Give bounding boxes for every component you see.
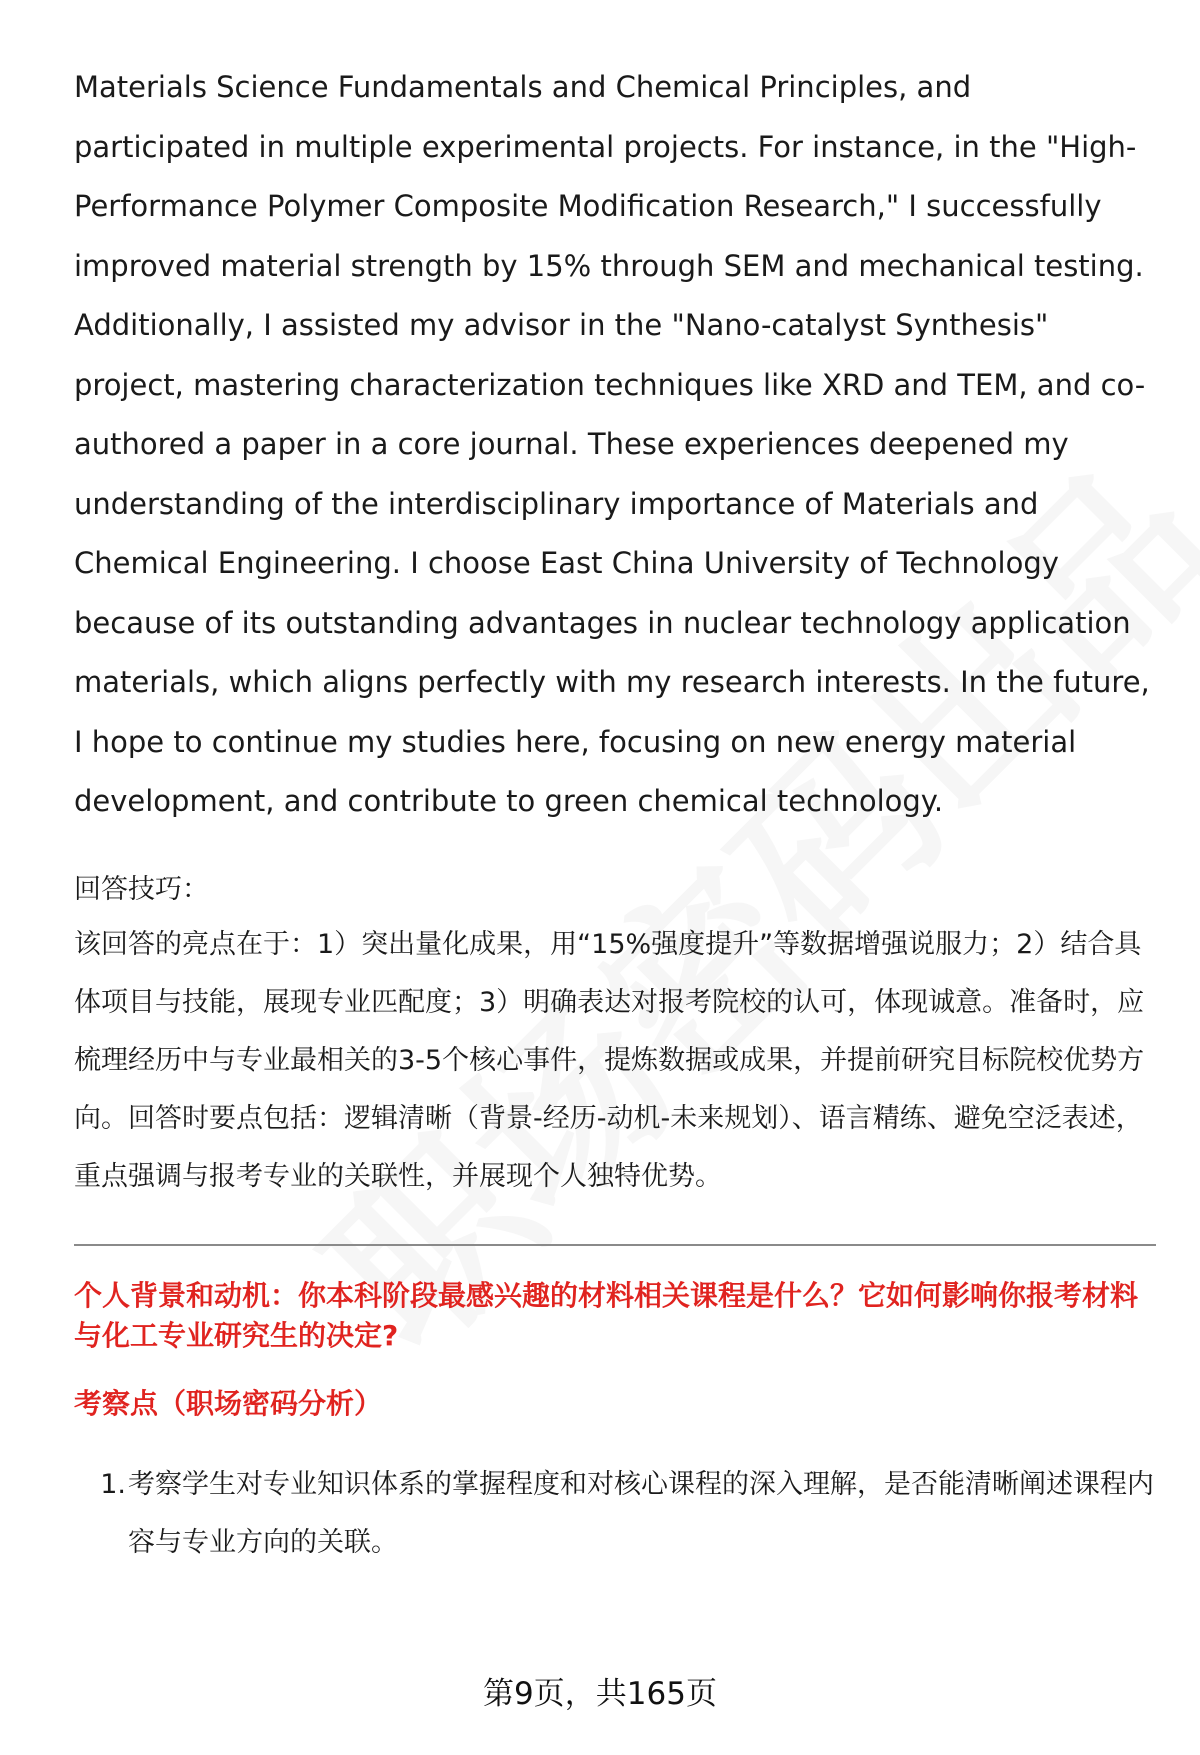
tips-title: 回答技巧：	[74, 873, 209, 905]
page-footer: 第9页，共165页	[483, 1676, 717, 1712]
question-heading: 个人背景和动机：你本科阶段最感兴趣的材料相关课程是什么？它如何影响你报考材料与化工专业研究生的决定?	[74, 1278, 1139, 1352]
document-page	[74, 58, 1154, 1572]
analysis-heading: 考察点（职场密码分析）	[74, 1386, 383, 1420]
list-item-number: 1.	[100, 1468, 126, 1500]
points-list	[74, 1456, 1154, 1572]
list-item	[74, 1456, 1154, 1572]
list-item-text: 考察学生对专业知识体系的掌握程度和对核心课程的深入理解，是否能清晰阐述课程内容与专业方向的关联。	[128, 1468, 1154, 1558]
intro-paragraph: Materials Science Fundamentals and Chemical Principles, and participated in multiple experimental projects. For instance, in the "High-Performance Polymer Composite Modification Research," I successfully improved material strength by 15% through SEM and mechanical testing. Additionally, I assisted my advisor in the "Nano-catalyst Synthesis" project, mastering characterization techniques like XRD and TEM, and co-authored a paper in a core journal. These experiences deepened my understanding of the interdisciplinary importance of Materials and Chemical Engineering. I choose East China University of Technology because of its outstanding advantages in nuclear technology application materials, which aligns perfectly with my research interests. In the future, I hope to continue my studies here, focusing on new energy material development, and contribute to green chemical technology.	[74, 70, 1150, 818]
section-divider	[74, 1244, 1156, 1246]
tips-body: 该回答的亮点在于：1）突出量化成果，用“15%强度提升”等数据增强说服力；2）结合具体项目与技能，展现专业匹配度；3）明确表达对报考院校的认可，体现诚意。准备时，应梳理经历中与专业最相关的3-5个核心事件，提炼数据或成果，并提前研究目标院校优势方向。回答时要点包括：逻辑清晰（背景-经历-动机-未来规划）、语言精练、避免空泛表述，重点强调与报考专业的关联性，并展现个人独特优势。	[74, 928, 1145, 1192]
